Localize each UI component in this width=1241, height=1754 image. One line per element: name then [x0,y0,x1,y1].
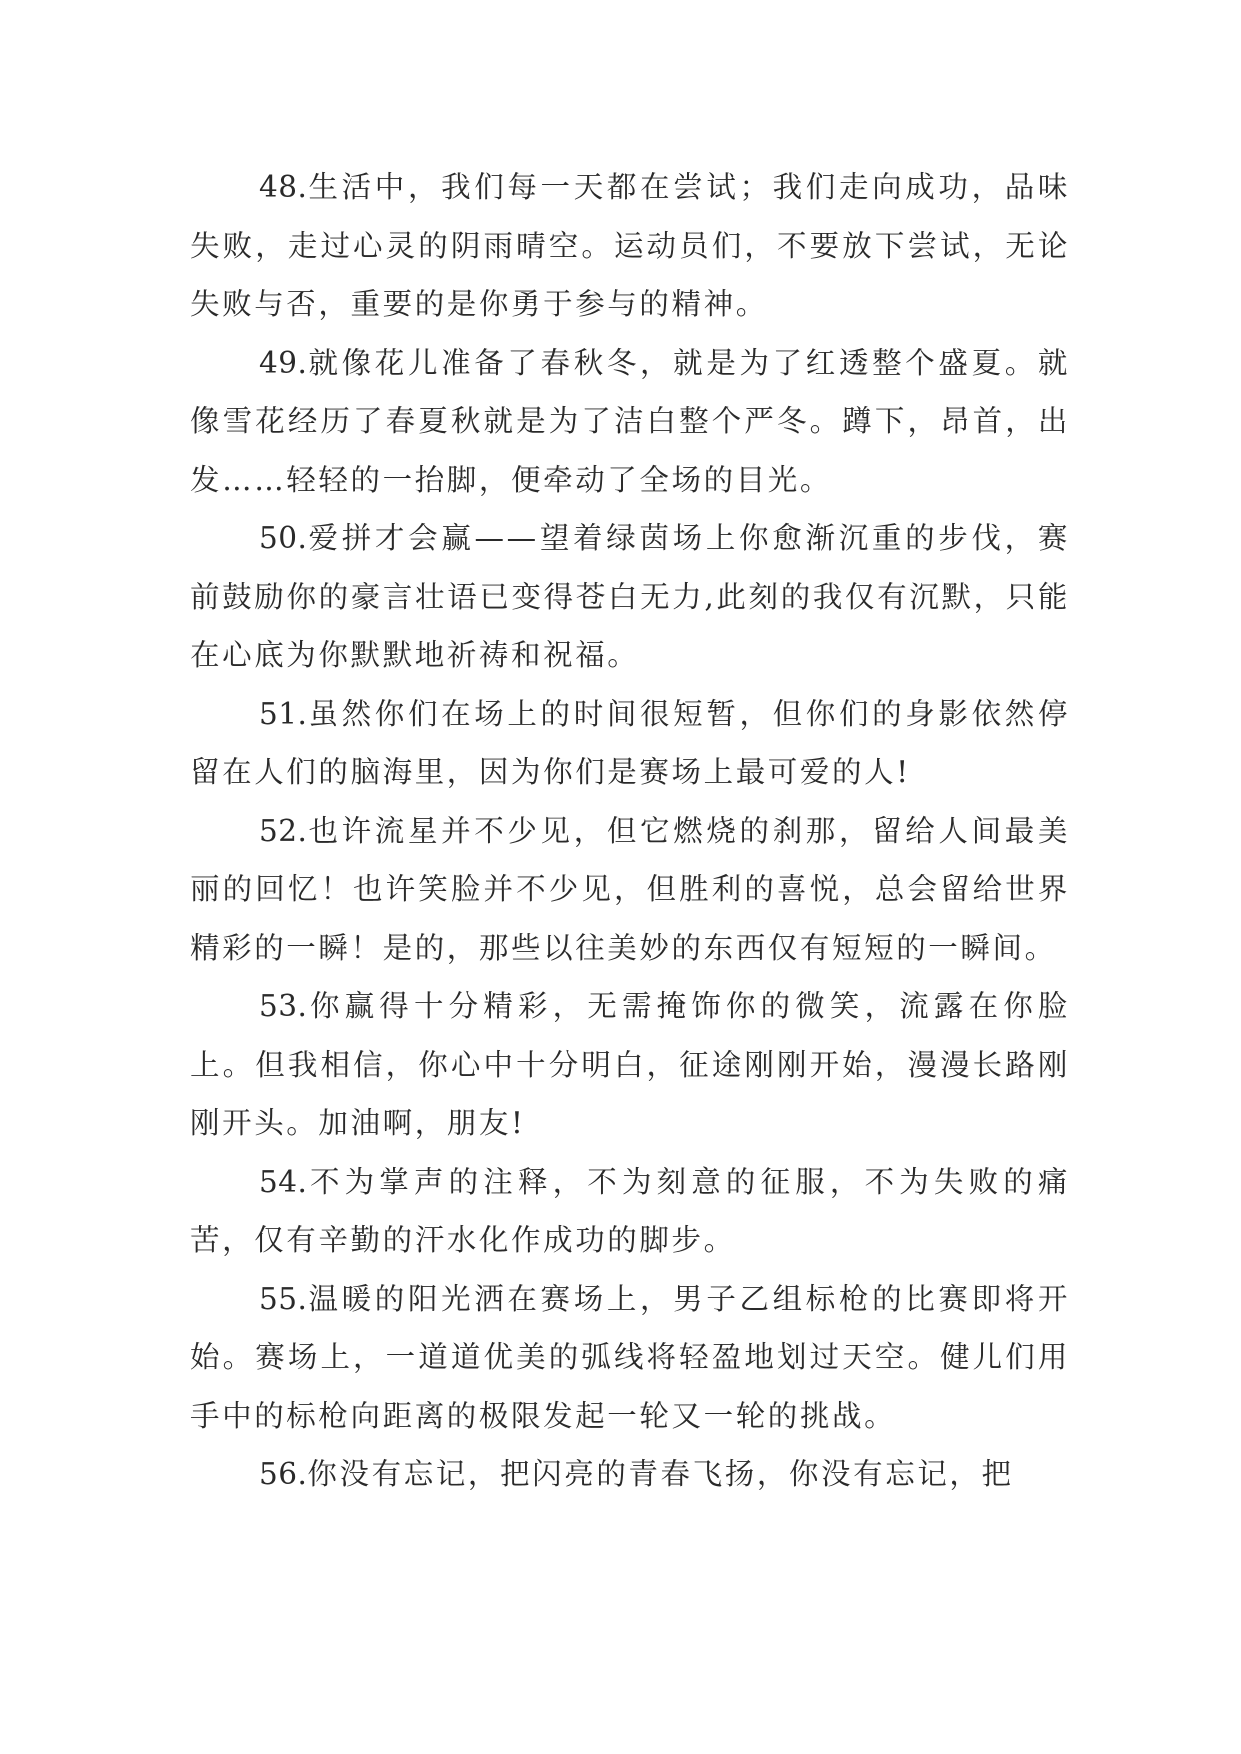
paragraph-49 [190,334,1070,510]
paragraph-55 [190,1270,1070,1446]
paragraph-number: 49. [259,345,308,380]
paragraph-number: 56. [259,1457,308,1491]
paragraph-54 [190,1153,1070,1270]
paragraph-text: 就像花儿准备了春秋冬，就是为了红透整个盛夏。就像雪花经历了春夏秋就是为了洁白整个严冬。蹲下，昂首，出发……轻轻的一抬脚，便牵动了全场的目光。 [190,345,1070,497]
paragraph-number: 51. [259,696,308,731]
paragraph-52 [190,802,1070,978]
paragraph-text: 也许流星并不少见，但它燃烧的刹那，留给人间最美丽的回忆！也许笑脸并不少见，但胜利的喜悦，总会留给世界精彩的一瞬！是的，那些以往美妙的东西仅有短短的一瞬间。 [190,813,1070,965]
paragraph-text: 你没有忘记，把闪亮的青春飞扬，你没有忘记，把 [307,1457,1014,1491]
paragraph-56 [190,1445,1070,1504]
paragraph-text: 爱拼才会赢——望着绿茵场上你愈渐沉重的步伐，赛前鼓励你的豪言壮语已变得苍白无力,此刻的我仅有沉默，只能在心底为你默默地祈祷和祝福。 [190,521,1070,672]
paragraph-53 [190,977,1070,1153]
paragraph-text: 虽然你们在场上的时间很短暂，但你们的身影依然停留在人们的脑海里，因为你们是赛场上最可爱的人! [190,696,1070,789]
document-body [190,158,1070,1504]
paragraph-text: 生活中，我们每一天都在尝试；我们走向成功，品味失败，走过心灵的阴雨晴空。运动员们，不要放下尝试，无论失败与否，重要的是你勇于参与的精神。 [190,170,1070,321]
paragraph-number: 53. [259,989,308,1023]
paragraph-number: 55. [259,1281,308,1316]
paragraph-text: 你赢得十分精彩，无需掩饰你的微笑，流露在你脸上。但我相信，你心中十分明白，征途刚刚开始，漫漫长路刚刚开头。加油啊，朋友! [190,989,1070,1140]
paragraph-number: 48. [259,170,308,204]
paragraph-number: 54. [259,1164,308,1199]
paragraph-number: 50. [259,521,308,555]
paragraph-text: 温暖的阳光洒在赛场上，男子乙组标枪的比赛即将开始。赛场上，一道道优美的弧线将轻盈地划过天空。健儿们用手中的标枪向距离的极限发起一轮又一轮的挑战。 [190,1281,1070,1433]
paragraph-number: 52. [259,813,308,848]
paragraph-48 [190,158,1070,334]
paragraph-50 [190,509,1070,685]
paragraph-text: 不为掌声的注释，不为刻意的征服，不为失败的痛苦，仅有辛勤的汗水化作成功的脚步。 [190,1164,1070,1257]
paragraph-51 [190,685,1070,802]
